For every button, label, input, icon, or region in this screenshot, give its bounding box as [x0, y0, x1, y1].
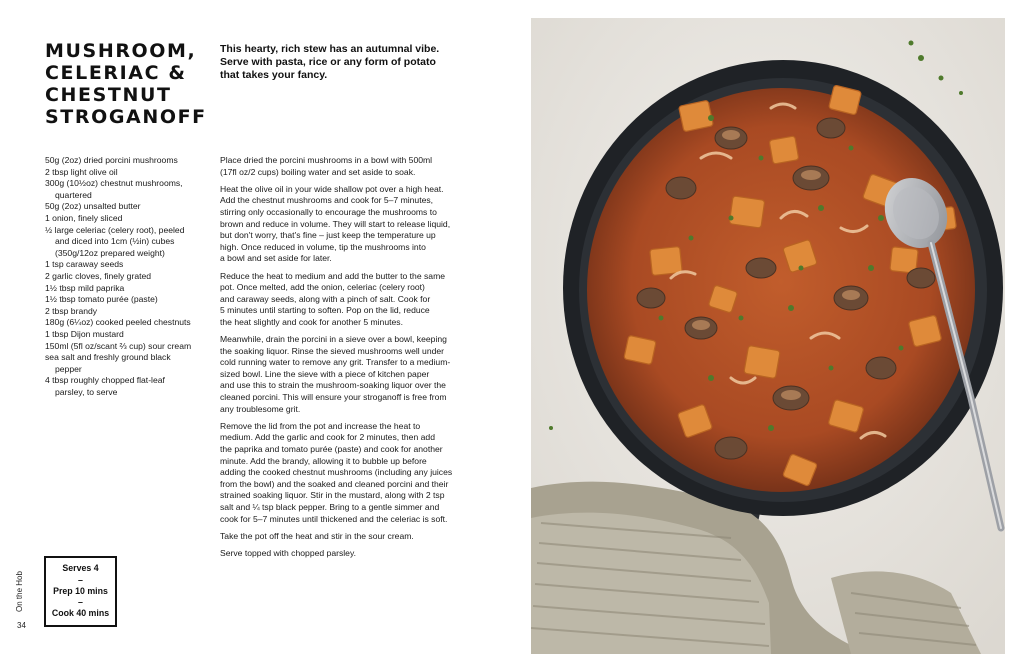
method-line: adding the cooked chestnut mushrooms (including any juices [220, 467, 453, 478]
recipe-title [45, 40, 215, 128]
ingredient-line: 2 garlic cloves, finely grated [45, 270, 152, 281]
ingredient-item [45, 306, 215, 318]
ingredient-line: 1½ tbsp tomato purée (paste) [45, 294, 158, 305]
ingredient-line: 180g (6¼oz) cooked peeled chestnuts [45, 317, 191, 328]
ingredient-line: 1 onion, finely sliced [45, 212, 123, 223]
ingredient-line: 2 tbsp light olive oil [45, 166, 118, 177]
ingredient-item [45, 283, 215, 295]
method-line: high. Once reduced in volume, tip the mushrooms into [220, 241, 426, 252]
ingredient-line: 300g (10½oz) chestnut mushrooms, [45, 178, 183, 189]
method-line: cleaned porcini. This will ensure your stroganoff is free from [220, 392, 447, 403]
method-line: the paprika and tomato purée (paste) and cook for another [220, 444, 443, 455]
ingredient-line: 150ml (5fl oz/scant ⅔ cup) sour cream [45, 340, 192, 351]
ingredient-line: (350g/12oz prepared weight) [55, 247, 165, 258]
recipe-title-line: CHESTNUT [45, 84, 172, 106]
method-paragraph [220, 184, 470, 265]
method-line: Heat the olive oil in your wide shallow pot over a high heat. [220, 183, 444, 194]
ingredient-item [45, 201, 215, 213]
method-paragraph [220, 531, 470, 543]
method-paragraph [220, 421, 470, 525]
method-line: medium. Add the garlic and cook for 2 minutes, then add [220, 432, 435, 443]
method-paragraph [220, 271, 470, 329]
ingredient-line: and diced into 1cm (½in) cubes [55, 236, 175, 247]
ingredient-item [45, 213, 215, 225]
method-line: pot. Once melted, add the onion, celeriac (celery root) [220, 282, 425, 293]
ingredient-item [45, 375, 215, 398]
ingredient-item [45, 167, 215, 179]
ingredient-line: 50g (2oz) unsalted butter [45, 201, 141, 212]
method-line: and use this to strain the mushroom-soaking liquor over the [220, 380, 446, 391]
method-line: Take the pot off the heat and stir in the sour cream. [220, 530, 414, 541]
ingredient-line: 50g (2oz) dried porcini mushrooms [45, 155, 178, 165]
ingredient-line: 1 tbsp Dijon mustard [45, 328, 124, 339]
method-line: the heat slightly and cook for another 5 minutes. [220, 316, 403, 327]
ingredient-line: 1 tsp caraway seeds [45, 259, 124, 270]
ingredient-item [45, 294, 215, 306]
ingredient-line: quartered [55, 189, 92, 200]
stroganoff-pan-photo [531, 18, 1005, 654]
prep-time-text: Prep 10 mins [53, 585, 108, 596]
method-line: Serve topped with chopped parsley. [220, 547, 356, 558]
method-line: the soaking liquor. Rinse the sieved mushrooms well under [220, 345, 445, 356]
method-line: Place dried the porcini mushrooms in a bowl with 500ml [220, 155, 433, 165]
ingredient-line: parsley, to serve [55, 386, 118, 397]
ingredient-line: 1½ tbsp mild paprika [45, 282, 125, 293]
ingredient-item [45, 341, 215, 353]
ingredient-item [45, 317, 215, 329]
recipe-intro-line: Serve with pasta, rice or any form of potato [220, 56, 436, 68]
method-line: and caraway seeds, along with a pinch of salt. Cook for [220, 293, 431, 304]
method-line: but don't worry, that's fine – just keep the temperature up [220, 230, 436, 241]
method-line: Reduce the heat to medium and add the butter to the same [220, 270, 446, 281]
method-line: salt and ¼ tsp black pepper. Bring to a gentle simmer and [220, 502, 440, 512]
recipe-intro [220, 43, 460, 82]
ingredient-item [45, 329, 215, 341]
ingredient-item [45, 178, 215, 201]
method-line: brown and reduce in volume. They will start to release liquid, [220, 218, 451, 229]
method-line: strained soaking liquor. Stir in the mustard, along with 2 tsp [220, 490, 445, 501]
ingredient-line: 2 tbsp brandy [45, 305, 98, 316]
photo-illustration [531, 18, 1005, 654]
method-line: (17fl oz/2 cups) boiling water and set aside to soak. [220, 166, 416, 177]
info-dash: – [78, 574, 83, 585]
method-line: sized bowl. Line the sieve with a piece of kitchen paper [220, 368, 430, 379]
serves-text: Serves 4 [62, 563, 99, 574]
method-line: minute. Add the brandy, allowing it to bubble up before [220, 455, 427, 466]
recipe-title-line: MUSHROOM, [45, 40, 197, 62]
method-line: stirring only occasionally to encourage the mushrooms to [220, 206, 437, 217]
ingredient-item [45, 352, 215, 375]
method-paragraph [220, 548, 470, 560]
ingredient-item [45, 271, 215, 283]
ingredient-line: pepper [55, 363, 82, 374]
page-number: 34 [17, 621, 26, 630]
method-line: Meanwhile, drain the porcini in a sieve over a bowl, keeping [220, 334, 447, 345]
method-line: Remove the lid from the pot and increase the heat to [220, 420, 421, 431]
section-label: On the Hob [15, 571, 24, 612]
ingredients-list [45, 155, 215, 398]
ingredient-item [45, 225, 215, 260]
recipe-intro-line: This hearty, rich stew has an autumnal vibe. [220, 43, 440, 55]
method-line: cook for 5–7 minutes until thickened and the celeriac is soft. [220, 513, 448, 524]
recipe-title-line: STROGANOFF [45, 106, 207, 128]
ingredient-line: sea salt and freshly ground black [45, 352, 171, 363]
method-line: any troublesome grit. [220, 403, 301, 414]
method-line: 5 minutes until starting to soften. Pop on the lid, reduce [220, 305, 430, 316]
method-line: Add the chestnut mushrooms and cook for 5–7 minutes, [220, 195, 434, 206]
method-paragraph [220, 334, 470, 415]
ingredient-line: 4 tbsp roughly chopped flat-leaf [45, 375, 165, 386]
ingredient-item [45, 155, 215, 167]
info-dash: – [78, 597, 83, 608]
method-line: from the bowl) and the soaked and cleaned porcini and their [220, 478, 449, 489]
serves-prep-cook-box [44, 556, 117, 627]
ingredient-line: ½ large celeriac (celery root), peeled [45, 224, 185, 235]
method-line: a bowl and set aside for later. [220, 253, 332, 264]
method-paragraph [220, 155, 470, 178]
recipe-intro-line: that takes your fancy. [220, 69, 328, 81]
method-line: cold running water to remove any grit. Transfer to a medium- [220, 357, 451, 368]
ingredient-item [45, 259, 215, 271]
method-steps [220, 155, 470, 565]
recipe-title-line: CELERIAC & [45, 62, 187, 84]
cook-time-text: Cook 40 mins [51, 608, 110, 619]
